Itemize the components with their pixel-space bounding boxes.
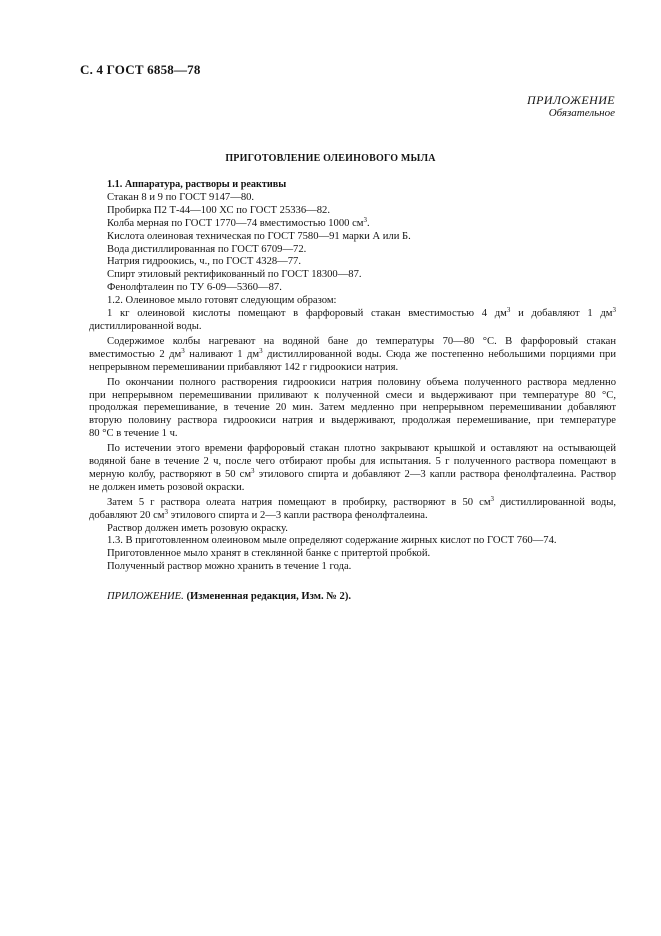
paragraph: Содержимое колбы нагревают на водяной бане до температуры 70—80 °С. В фарфоровый стакан вместимостью 2 $дм^3$ наливают 1 $дм^3$ дистиллированной воды. Сюда же постепенно небольшими порциями при непрерывном перемешивании прибавляют 142 г гидроокиси натрия. [89,335,616,373]
paragraph: 1 кг олеиновой кислоты помещают в фарфоровый стакан вместимостью 4 $дм^3$ и добавляют 1 $дм^3$ дистиллированной воды. [89,306,617,332]
amendment-note: ПРИЛОЖЕНИЕ. (Измененная редакция, Изм. № 2). [107,591,352,603]
section-intro: 1.2. Олеиновое мыло готовят следующим образом: [107,295,337,307]
list-item: Натрия гидроокись, ч., по ГОСТ 4328—77. [107,256,302,268]
list-item: Спирт этиловый ректификованный по ГОСТ 18300—87. [107,269,362,281]
page-header: С. 4 ГОСТ 6858—78 [80,62,201,77]
appendix-status: Обязательное [548,107,615,119]
list-item: Пробирка П2 Т-44—100 ХС по ГОСТ 25336—82. [107,204,330,216]
appendix-mark [527,94,615,120]
document-title: ПРИГОТОВЛЕНИЕ ОЛЕИНОВОГО МЫЛА [225,153,436,164]
section-heading: 1.1. Аппаратура, растворы и реактивы [107,179,287,190]
list-item: Колба мерная по ГОСТ 1770—74 вместимостью 1000 $см^3$. [107,215,370,229]
section-line: Приготовленное мыло хранят в стеклянной банке с притертой пробкой. [107,548,431,560]
paragraph: По истечении этого времени фарфоровый стакан плотно закрывают крышкой и оставляют на остывающей водяной бане в течение 2 ч, после чего отбирают пробы для испытания. 5 г полученного раствора помещают в мерную колбу, растворяют в 50 $см^3$ этилового спирта и добавляют 2—3 капли раствора фенолфталеина. Раствор не должен иметь розовой окраски. [89,443,616,493]
paragraph: По окончании полного растворения гидроокиси натрия половину объема полученного раствора медленно при непрерывном перемешивании приливают к полученной смеси и выдерживают при температуре 80 °С, продолжая перемешивание, в течение 20 мин. Затем медленно при непрерывном перемешивании добавляют вторую половину раствора гидроокиси натрия и выдерживают, продолжая перемешивание, при температуре 80 °С в течение 1 ч. [89,376,616,440]
document-body [89,179,616,604]
list-item: Фенолфталеин по ТУ 6-09—5360—87. [107,282,282,294]
paragraph: Затем 5 г раствора олеата натрия помещают в пробирку, растворяют в 50 $см^3$ дистиллированной воды, добавляют 20 $см^3$ этилового спирта и 2—3 капли раствора фенолфталеина. [89,494,616,521]
list-item: Стакан 8 и 9 по ГОСТ 9147—80. [107,191,255,203]
paragraph: Раствор должен иметь розовую окраску. [107,522,288,534]
section-line: 1.3. В приготовленном олеиновом мыле определяют содержание жирных кислот по ГОСТ 760—74. [107,535,557,547]
list-item: Кислота олеиновая техническая по ГОСТ 7580—91 марки А или Б. [107,230,411,242]
section-line: Полученный раствор можно хранить в течение 1 года. [107,561,352,573]
list-item: Вода дистиллированная по ГОСТ 6709—72. [107,243,307,255]
appendix-label: ПРИЛОЖЕНИЕ [527,93,615,107]
